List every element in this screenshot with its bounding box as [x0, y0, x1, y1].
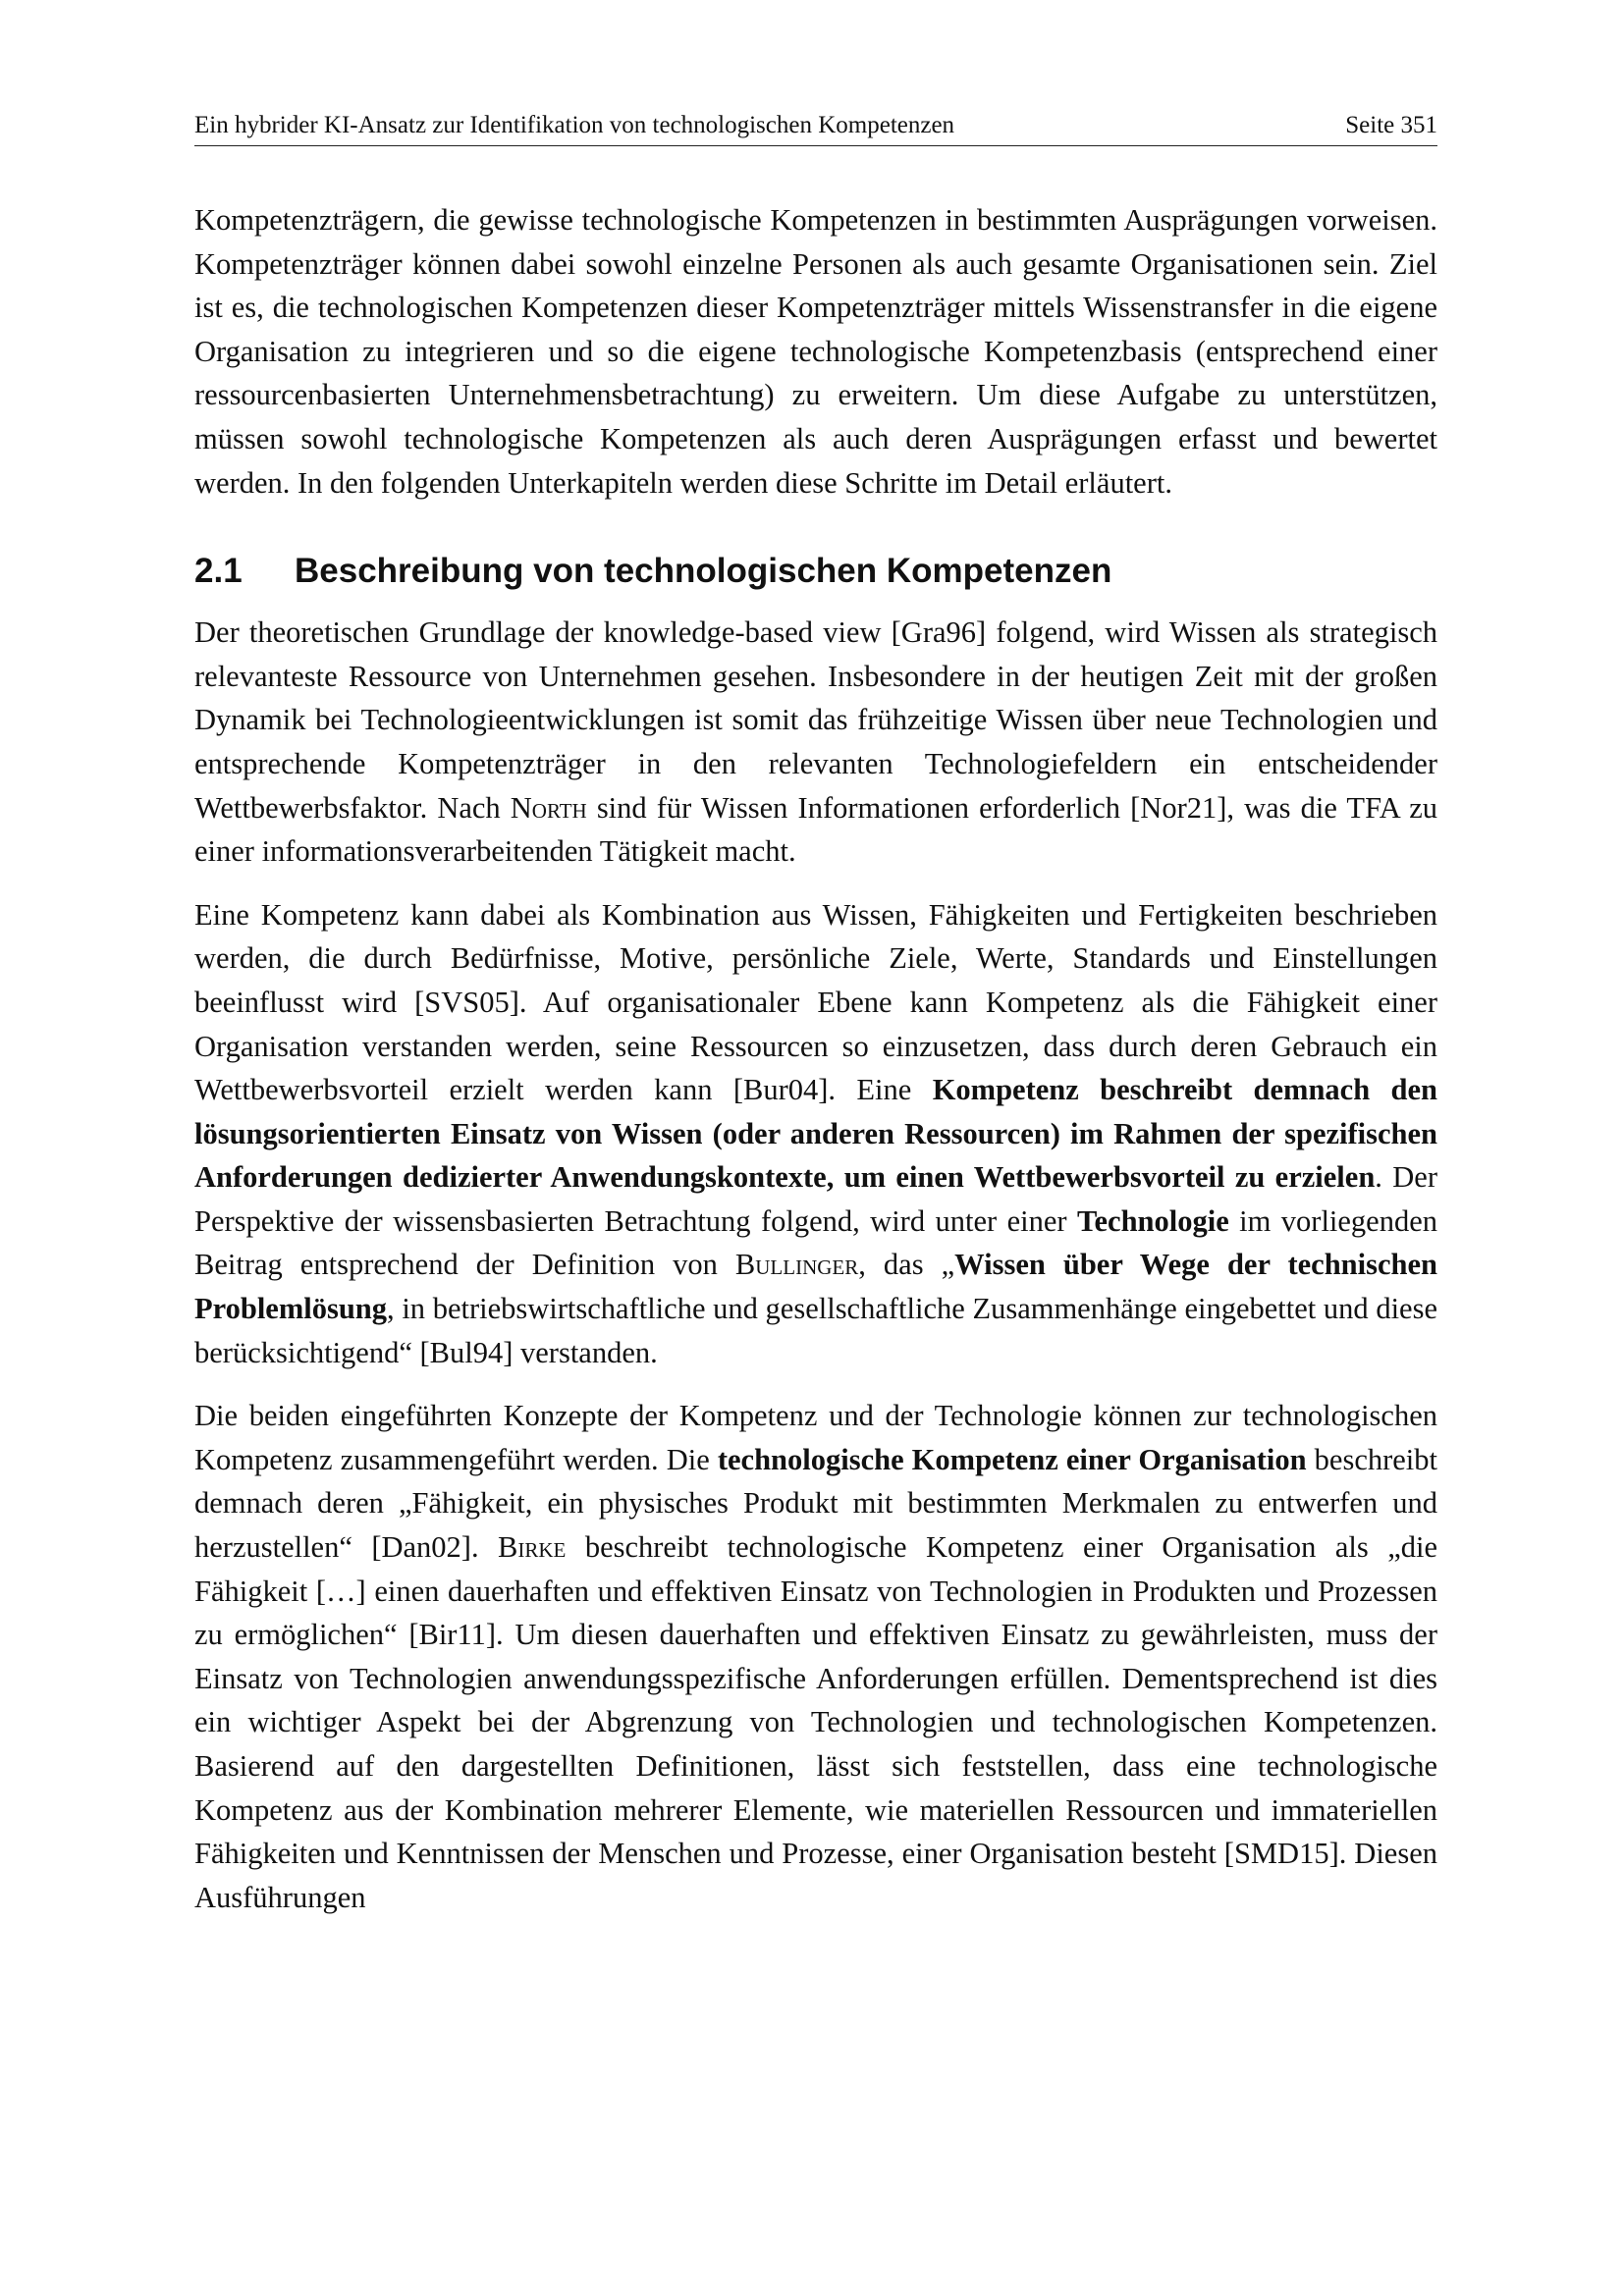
p3-text-5: , in betriebswirtschaftliche und gesellschaftliche Zusammenhänge eingebettet und diese berücksichtigend“ [Bul94] verstanden. — [194, 1292, 1437, 1369]
author-birke: Birke — [498, 1530, 567, 1565]
paragraph-competence — [194, 893, 1437, 1375]
section-heading — [194, 550, 1437, 593]
section-title: Beschreibung von technologischen Kompetenzen — [295, 552, 1112, 591]
p3-text-2: . Der Perspektive der wissensbasierten Betrachtung folgend, wird unter einer — [194, 1160, 1437, 1238]
p3-text-4: , das „ — [858, 1248, 955, 1282]
p3-bold-technologie: Technologie — [1076, 1203, 1229, 1238]
page-number: Seite 351 — [1345, 112, 1437, 138]
p4-text-2: beschreibt demnach deren „Fähigkeit, ein physisches Produkt mit bestimmten Merkmalen zu entwerfen und herzustellen“ [Dan02]. — [194, 1442, 1437, 1565]
section-number: 2.1 — [194, 552, 243, 591]
running-header — [194, 106, 1437, 146]
p3-bold-wissen: Wissen über Wege der technischen Problemlösung — [194, 1248, 1437, 1326]
p3-bold-definition: Kompetenz beschreibt demnach den lösungsorientierten Einsatz von Wissen (oder anderen Ressourcen) im Rahmen der spezifischen Anforderungen dedizierter Anwendungskontexte, um einen Wettbewerbsvorteil zu erzielen — [194, 1073, 1437, 1195]
p4-text-3: beschreibt technologische Kompetenz einer Organisation als „die Fähigkeit […] einen dauerhaften und effektiven Einsatz von Technologien in Produkten und Prozessen zu ermöglichen“ [Bir11]. Um diesen dauerhaften und effektiven Einsatz zu gewährleisten, muss der Einsatz von Technologien anwendungsspezifische Anforderungen erfüllen. Dementsprechend ist dies ein wichtiger Aspekt bei der Abgrenzung von Technologien und technologischen Kompetenzen. Basierend auf den dargestellten Definitionen, lässt sich feststellen, dass eine technologische Kompetenz aus der Kombination mehrerer Elemente, wie materiellen Ressourcen und immateriellen Fähigkeiten und Kenntnissen der Menschen und Prozesse, einer Organisation besteht [SMD15]. Diesen Ausführungen — [194, 1530, 1437, 1914]
p2-text-1: Der theoretischen Grundlage der knowledge-based view [Gra96] folgend, wird Wissen als strategisch relevanteste Ressource von Unternehmen gesehen. Insbesondere in der heutigen Zeit mit der großen Dynamik bei Technologieentwicklungen ist somit das frühzeitige Wissen über neue Technologien und entsprechende Kompetenzträger in den relevanten Technologiefeldern ein entscheidender Wettbewerbsfaktor. Nach — [194, 615, 1437, 825]
body-text — [194, 198, 1437, 1939]
p4-bold-definition: technologische Kompetenz einer Organisation — [717, 1442, 1307, 1476]
p3-text-3: im vorliegenden Beitrag entsprechend der Definition von — [194, 1203, 1438, 1282]
author-north: North — [510, 790, 587, 825]
paragraph-intro — [194, 198, 1437, 505]
p2-text-2: sind für Wissen Informationen erforderlich [Nor21], was die TFA zu einer informationsverarbeitenden Tätigkeit macht. — [194, 790, 1437, 869]
p3-text-1: Eine Kompetenz kann dabei als Kombination aus Wissen, Fähigkeiten und Fertigkeiten beschrieben werden, die durch Bedürfnisse, Motive, persönliche Ziele, Werte, Standards und Einstellungen beeinflusst wird [SVS05]. Auf organisationaler Ebene kann Kompetenz als die Fähigkeit einer Organisation verstanden werden, seine Ressourcen so einzusetzen, dass durch deren Gebrauch ein Wettbewerbsvorteil erzielt werden kann [Bur04]. Eine — [194, 897, 1437, 1107]
author-bullinger: Bullinger — [734, 1248, 859, 1282]
paragraph-intro-text: Kompetenzträgern, die gewisse technologische Kompetenzen in bestimmten Ausprägungen vorweisen. Kompetenzträger können dabei sowohl einzelne Personen als auch gesamte Organisationen sein. Ziel ist es, die technologischen Kompetenzen dieser Kompetenzträger mittels Wissenstransfer in die eigene Organisation zu integrieren und so die eigene technologische Kompetenzbasis (entsprechend einer ressourcenbasierten Unternehmensbetrachtung) zu erweitern. Um diese Aufgabe zu unterstützen, müssen sowohl technologische Kompetenzen als auch deren Ausprägungen erfasst und bewertet werden. In den folgenden Unterkapiteln werden diese Schritte im Detail erläutert. — [194, 203, 1437, 500]
paragraph-knowledge — [194, 611, 1437, 874]
p4-text-1: Die beiden eingeführten Konzepte der Kompetenz und der Technologie können zur technologischen Kompetenz zusammengeführt werden. Die — [194, 1399, 1437, 1476]
header-title: Ein hybrider KI-Ansatz zur Identifikation von technologischen Kompetenzen — [194, 112, 955, 138]
paragraph-technological-competence — [194, 1394, 1437, 1919]
